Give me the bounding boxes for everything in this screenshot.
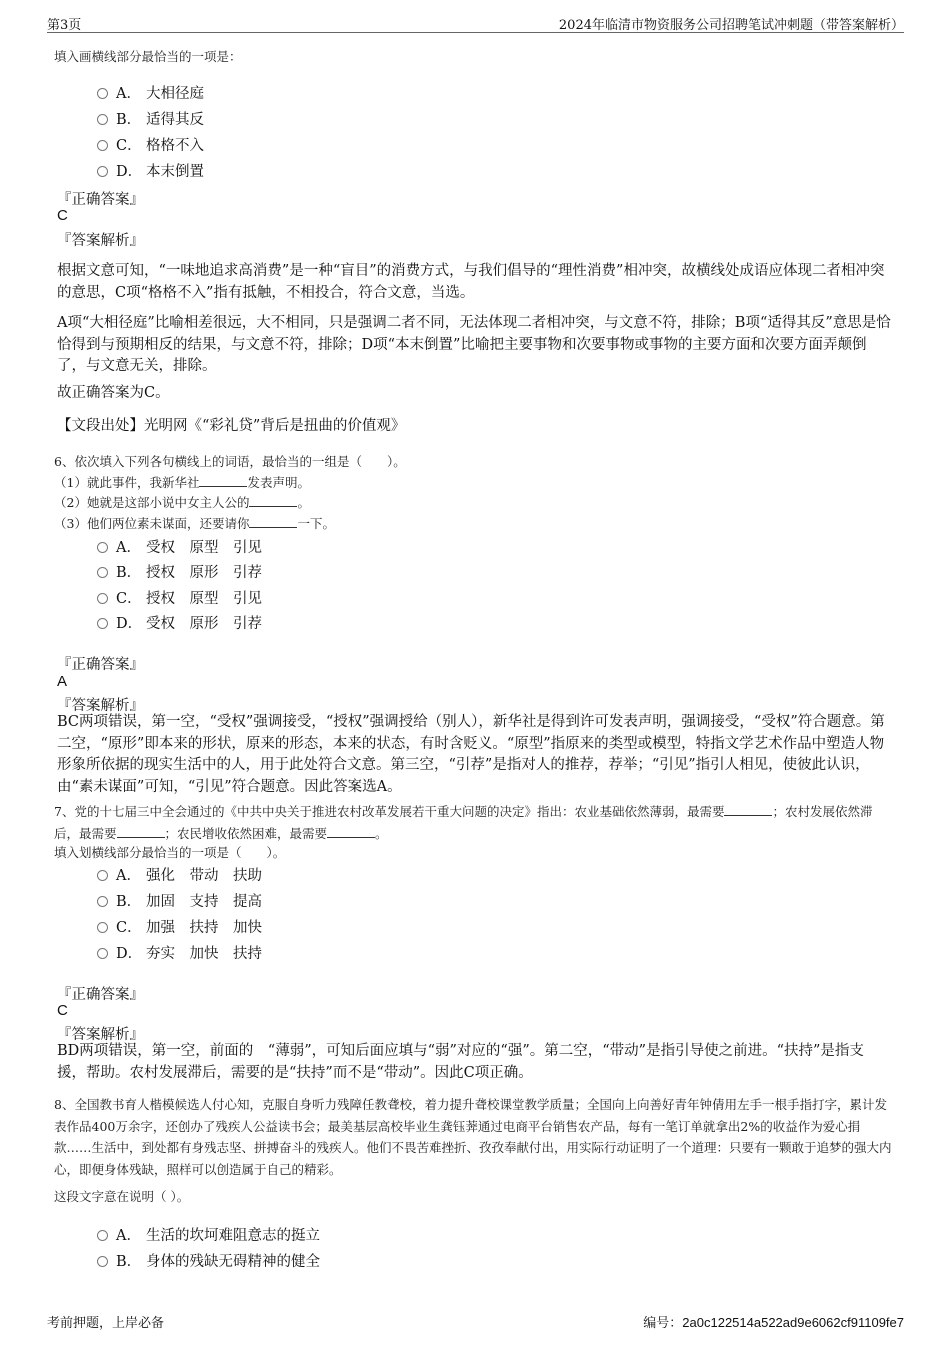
document-code: 编号：2a0c122514a522ad9e6062cf91109fe7 (643, 1315, 904, 1331)
q5-analysis-label: 『答案解析』 (57, 233, 144, 249)
q7-stem: 7、党的十七届三中全会通过的《中共中央关于推进农村改革发展若干重大问题的决定》指出：农业基础依然薄弱，最需要 ；农村发展依然滞后，最需要 ；农民增收依然困难，最需要 。 (54, 804, 873, 841)
q5-answer: C (57, 207, 68, 224)
q6-sentence-2: （2）她就是这部小说中女主人公的 。 (54, 495, 310, 510)
q5-answer-label: 『正确答案』 (57, 192, 144, 208)
q6-option-b[interactable]: B． 授权 原形 引荐 (97, 561, 262, 582)
q7-prompt: 填入划横线部分最恰当的一项是（ ）。 (54, 845, 286, 860)
q6-sentence-1: （1）就此事件，我新华社 发表声明。 (54, 475, 310, 490)
q5-option-a[interactable]: A． 大相径庭 (97, 82, 204, 103)
q6-analysis: BC两项错误，第一空，“受权”强调接受，“授权”强调授给（别人），新华社是得到许可发表声明，强调接受，“受权”符合题意。第二空，“原形”即本来的形状，原来的形态，本来的状态，有时含贬义。“原型”指原来的类型或模型，特指文学艺术作品中塑造人物形象所依据的现实生活中的人，用于此处符合文意。第三空，“引荐”是指对人的推荐，荐举；“引见”指引人相见，使彼此认识，由“素未谋面”可知，“引见”符合题意。因此答案选A。 (57, 714, 885, 795)
q6-option-d[interactable]: D． 受权 原形 引荐 (97, 612, 262, 633)
q8-option-b[interactable]: B． 身体的残缺无碍精神的健全 (97, 1250, 320, 1271)
radio-icon[interactable] (97, 140, 108, 151)
blank-line (249, 494, 297, 507)
radio-icon[interactable] (97, 542, 108, 553)
q8-option-a[interactable]: A． 生活的坎坷难阻意志的挺立 (97, 1224, 320, 1245)
q7-option-b[interactable]: B． 加固 支持 提高 (97, 890, 262, 911)
q7-analysis-label: 『答案解析』 (57, 1027, 144, 1043)
q5-analysis-p1: 根据文意可知，“一味地追求高消费”是一种“盲目”的消费方式，与我们倡导的“理性消费”相冲突，故横线处成语应体现二者相冲突的意思，C项“格格不入”指有抵触，不相投合，符合文意，当选。 (57, 263, 885, 301)
q5-option-d[interactable]: D． 本末倒置 (97, 160, 204, 181)
q5-option-c[interactable]: C． 格格不入 (97, 134, 204, 155)
blank-line (249, 515, 297, 528)
radio-icon[interactable] (97, 1230, 108, 1241)
q6-answer-label: 『正确答案』 (57, 657, 144, 673)
q7-analysis: BD两项错误，第一空，前面的 “薄弱”，可知后面应填与“弱”对应的“强”。第二空，“带动”是指引导使之前进。“扶持”是指支援，帮助。农村发展滞后，需要的是“扶持”而不是“带动”。因此C项正确。 (57, 1043, 864, 1081)
q7-answer: C (57, 1002, 68, 1019)
radio-icon[interactable] (97, 88, 108, 99)
q8-stem: 8、全国教书育人楷模候选人付心知，克服自身听力残障任教聋校，着力提升聋校课堂教学质量；全国向上向善好青年钟倩用左手一根手指打字，累计发表作品400万余字，还创办了残疾人公益读书会；最美基层高校毕业生龚钰莾通过电商平台销售农产品，每有一笔订单就拿出2%的收益作为爱心捐款……生活中，到处都有身残志坚、拼搏奋斗的残疾人。他们不畏苦难挫折、孜孜奉献付出，用实际行动证明了一个道理：只要有一颗敢于追梦的强大内心，即便身体残缺，照样可以创造属于自己的精彩。 (54, 1097, 892, 1177)
q6-analysis-label: 『答案解析』 (57, 698, 144, 714)
q5-analysis-p3: 故正确答案为C。 (57, 385, 170, 401)
q7-option-d[interactable]: D． 夯实 加快 扶持 (97, 942, 262, 963)
radio-icon[interactable] (97, 593, 108, 604)
q6-option-a[interactable]: A． 受权 原型 引见 (97, 536, 262, 557)
q6-option-c[interactable]: C． 授权 原型 引见 (97, 587, 262, 608)
q7-option-c[interactable]: C． 加强 扶持 加快 (97, 916, 262, 937)
q5-prompt: 填入画横线部分最恰当的一项是： (54, 49, 242, 64)
radio-icon[interactable] (97, 567, 108, 578)
q8-prompt: 这段文字意在说明（ ）。 (54, 1189, 190, 1204)
q7-answer-label: 『正确答案』 (57, 987, 144, 1003)
q6-answer: A (57, 673, 68, 690)
page-number: 第3页 (47, 18, 82, 33)
blank-line (199, 474, 247, 487)
radio-icon[interactable] (97, 114, 108, 125)
blank-line (724, 803, 772, 816)
radio-icon[interactable] (97, 870, 108, 881)
document-title: 2024年临清市物资服务公司招聘笔试冲刺题（带答案解析） (558, 18, 904, 33)
radio-icon[interactable] (97, 166, 108, 177)
q6-sentence-3: （3）他们两位素未谋面，还要请你 一下。 (54, 516, 335, 531)
q5-source: 【文段出处】光明网《“彩礼贷”背后是扭曲的价值观》 (57, 418, 406, 434)
radio-icon[interactable] (97, 618, 108, 629)
radio-icon[interactable] (97, 1256, 108, 1267)
q5-analysis-p2: A项“大相径庭”比喻相差很远，大不相同，只是强调二者不同，无法体现二者相冲突，与文意不符，排除；B项“适得其反”意思是恰恰得到与预期相反的结果，与文意不符，排除；D项“本末倒置”比喻把主要事物和次要事物或事物的主要方面和次要方面弄颠倒了，与文意无关，排除。 (57, 315, 891, 374)
blank-line (327, 825, 375, 838)
radio-icon[interactable] (97, 948, 108, 959)
radio-icon[interactable] (97, 896, 108, 907)
q7-option-a[interactable]: A． 强化 带动 扶助 (97, 864, 262, 885)
footer-slogan: 考前押题，上岸必备 (47, 1316, 165, 1331)
radio-icon[interactable] (97, 922, 108, 933)
blank-line (117, 825, 165, 838)
q6-stem: 6、依次填入下列各句横线上的词语，最恰当的一组是（ ）。 (54, 454, 406, 469)
q5-option-b[interactable]: B． 适得其反 (97, 108, 204, 129)
page-header (47, 12, 904, 33)
